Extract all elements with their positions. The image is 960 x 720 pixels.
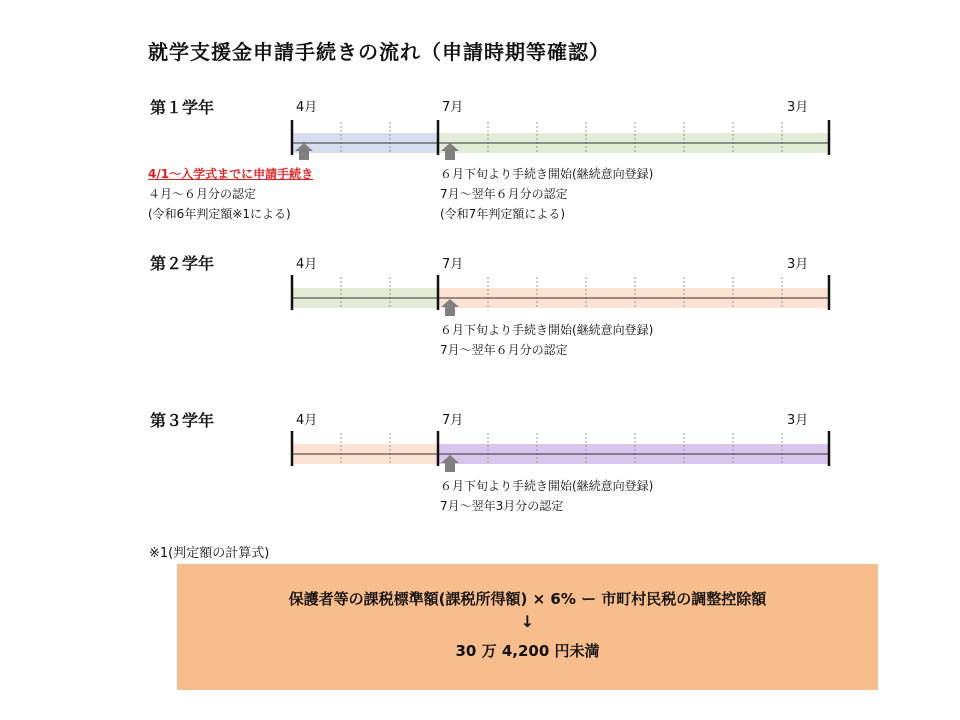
formula-expression: 保護者等の課税標準額(課税所得額) × 6% ー 市町村民税の調整控除額 (288, 590, 767, 608)
grade-3-right-notes (440, 476, 653, 516)
certification-period: ４月～６月分の認定 (148, 187, 257, 201)
application-deadline-note: 4/1～入学式までに申請手続き (148, 167, 314, 181)
formula-box (177, 564, 878, 690)
certification-period: 7月～翌年６月分の認定 (440, 187, 568, 201)
procedure-start-note: ６月下旬より手続き開始(継続意向登録) (440, 167, 654, 181)
procedure-start-note: ６月下旬より手続き開始(継続意向登録) (440, 479, 654, 493)
grade-1-right-notes (440, 164, 653, 224)
month-label-start: 4月 (296, 100, 318, 115)
month-label-end: 3月 (787, 100, 809, 115)
month-label-mid: 7月 (442, 100, 464, 115)
footnote-label: ※1(判定額の計算式) (149, 546, 270, 561)
formula-threshold: 30 万 4,200 円未満 (455, 642, 600, 660)
month-label-start: 4月 (296, 413, 318, 428)
timeline-grade-2 (292, 275, 829, 316)
month-label-end: 3月 (787, 257, 809, 272)
month-label-start: 4月 (296, 257, 318, 272)
grade-1-left-notes (148, 164, 313, 224)
month-label-mid: 7月 (442, 413, 464, 428)
grade-2-label: 第２学年 (150, 254, 215, 273)
page-title: 就学支援金申請手続きの流れ（申請時期等確認） (148, 40, 610, 64)
assessment-basis: (令和6年判定額※1による) (148, 207, 291, 221)
timeline-grade-3 (292, 431, 829, 472)
grade-1-label: 第１学年 (150, 98, 215, 117)
grade-3-label: 第３学年 (150, 411, 215, 430)
certification-period: 7月～翌年６月分の認定 (440, 343, 568, 357)
timeline-grade-1 (292, 120, 829, 160)
procedure-start-note: ６月下旬より手続き開始(継続意向登録) (440, 323, 654, 337)
down-arrow-icon: ↓ (520, 612, 535, 631)
month-label-end: 3月 (787, 413, 809, 428)
grade-2-right-notes (440, 320, 653, 360)
assessment-basis: (令和7年判定額による) (440, 207, 565, 221)
certification-period: 7月～翌年3月分の認定 (440, 499, 564, 513)
month-label-mid: 7月 (442, 257, 464, 272)
